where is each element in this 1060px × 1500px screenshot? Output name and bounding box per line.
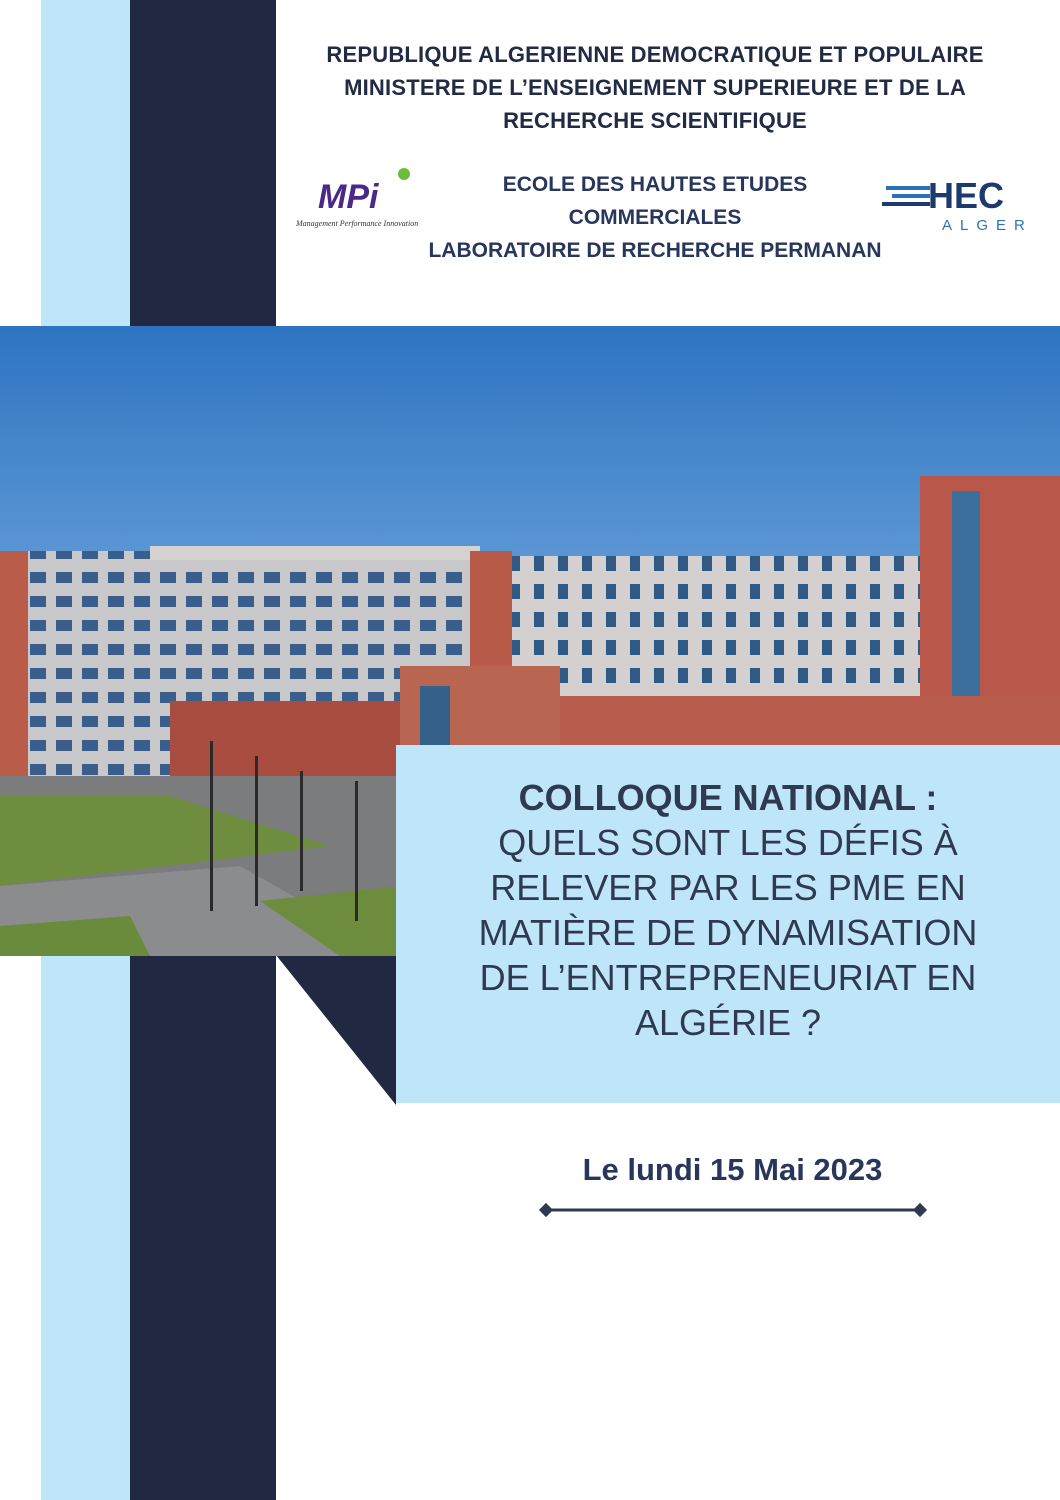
institution-header: [300, 38, 1010, 137]
school-line-3: LABORATOIRE DE RECHERCHE PERMANAN: [428, 239, 882, 262]
mpi-logo-mark: MPi: [318, 178, 379, 216]
school-line-1: ECOLE DES HAUTES ETUDES: [502, 173, 808, 196]
school-line-2: COMMERCIALES: [568, 206, 742, 229]
hec-logo-mark: HEC: [928, 175, 1005, 216]
colloquium-line-4: DE L’ENTREPRENEURIAT EN: [479, 957, 977, 998]
colloquium-heading: COLLOQUE NATIONAL :: [518, 777, 938, 818]
colloquium-title: [408, 775, 1048, 1045]
school-block: [390, 168, 920, 267]
colloquium-line-2: RELEVER PAR LES PME EN: [490, 867, 966, 908]
colloquium-line-1: QUELS SONT LES DÉFIS À: [498, 822, 958, 863]
header-line-research: RECHERCHE SCIENTIFIQUE: [503, 108, 807, 133]
decorative-dark-stripe-top: [130, 0, 276, 330]
header-line-republic: REPUBLIQUE ALGERIENNE DEMOCRATIQUE ET POPULAIRE: [326, 42, 984, 67]
event-date: Le lundi 15 Mai 2023: [582, 1152, 883, 1187]
hec-logo-sub: ALGER: [942, 217, 1033, 234]
mpi-logo-tagline: Management Performance Innovation: [296, 219, 419, 228]
decorative-dark-stripe-bottom: [130, 955, 276, 1500]
header-line-ministry: MINISTERE DE L’ENSEIGNEMENT SUPERIEURE ET DE LA: [344, 75, 966, 100]
decorative-wedge: [276, 955, 396, 1105]
colloquium-line-3: MATIÈRE DE DYNAMISATION: [478, 912, 978, 953]
colloquium-line-5: ALGÉRIE ?: [634, 1002, 822, 1043]
date-divider: [538, 1200, 928, 1220]
hec-alger-logo: [872, 160, 1042, 240]
